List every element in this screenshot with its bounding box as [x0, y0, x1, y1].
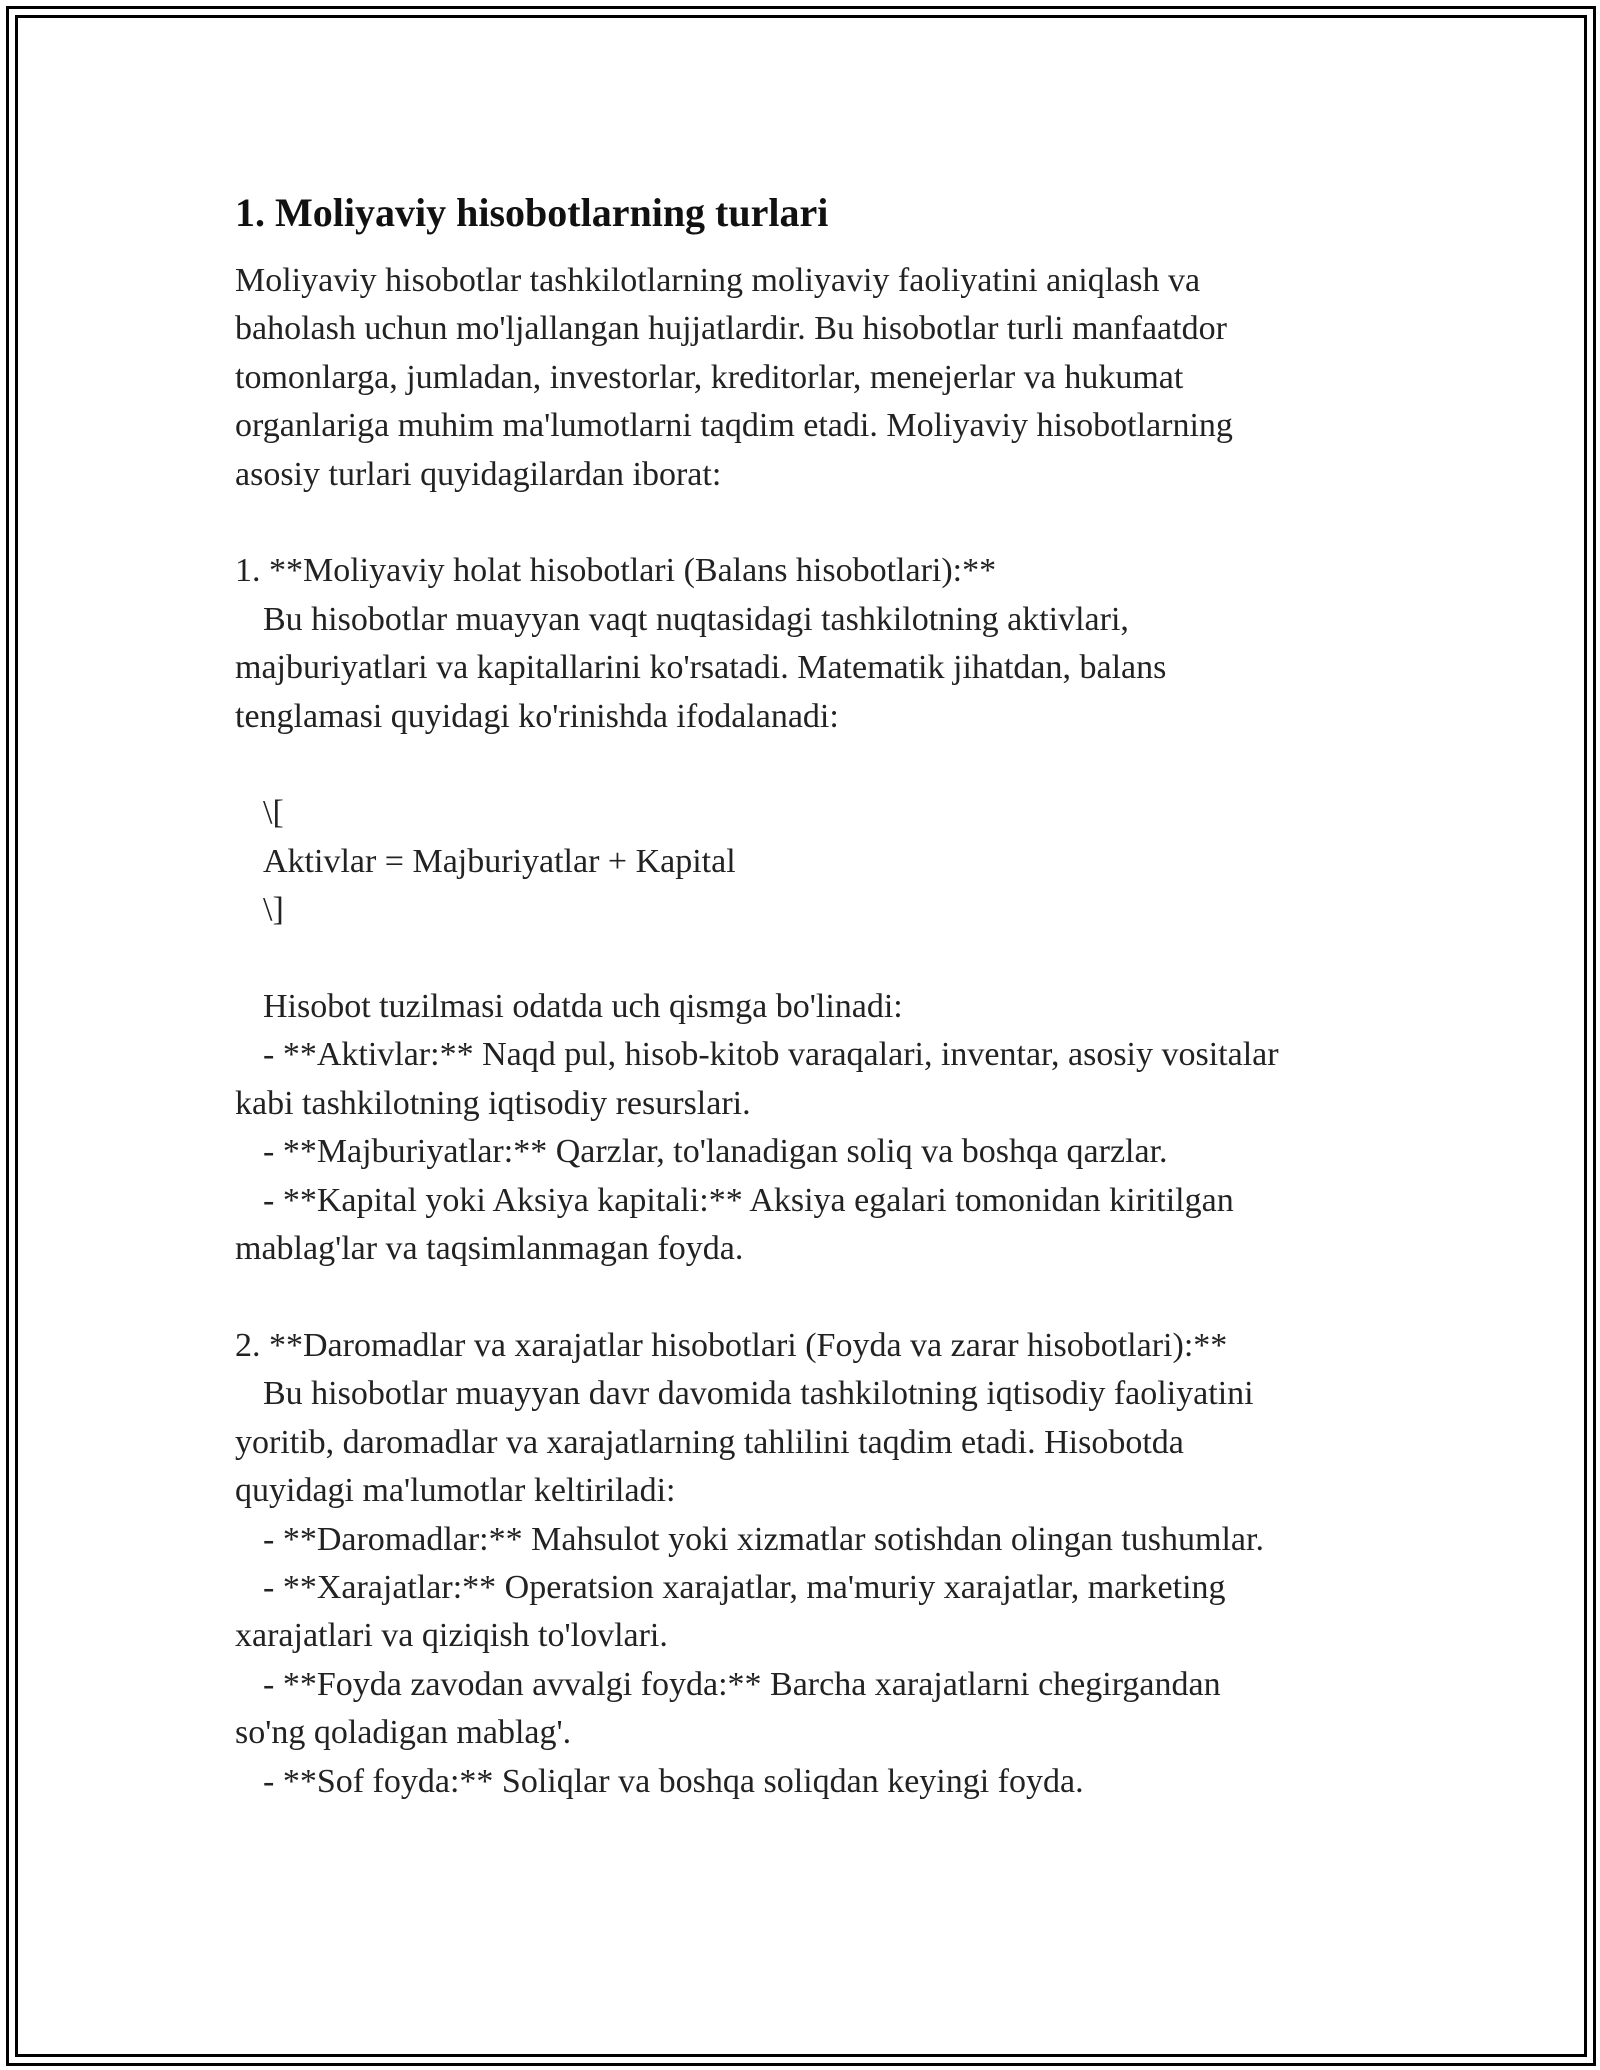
text-line: tomonlarga, jumladan, investorlar, kreditorlar, menejerlar va hukumat: [235, 358, 1184, 396]
text-line: xarajatlari va qiziqish to'lovlari.: [235, 1617, 668, 1655]
text-line: - **Kapital yoki Aksiya kapitali:** Aksiya egalari tomonidan kiritilgan: [263, 1181, 1234, 1219]
paragraph-block: [235, 257, 1405, 1806]
text-line: organlariga muhim ma'lumotlarni taqdim etadi. Moliyaviy hisobotlarning: [235, 407, 1233, 445]
text-line: majburiyatlari va kapitallarini ko'rsatadi. Matematik jihatdan, balans: [235, 649, 1167, 687]
text-line: 2. **Daromadlar va xarajatlar hisobotlari (Foyda va zarar hisobotlari):**: [235, 1326, 1228, 1364]
blank-line: [235, 741, 1405, 789]
blank-line: [235, 499, 1405, 547]
document-body: [235, 185, 1405, 1806]
text-line: \[: [263, 794, 284, 832]
blank-line: [235, 1273, 1405, 1321]
text-line: asosiy turlari quyidagilardan iborat:: [235, 455, 722, 493]
text-line: - **Daromadlar:** Mahsulot yoki xizmatlar sotishdan olingan tushumlar.: [263, 1520, 1264, 1558]
text-line: quyidagi ma'lumotlar keltiriladi:: [235, 1472, 676, 1510]
text-line: baholash uchun mo'ljallangan hujjatlardir. Bu hisobotlar turli manfaatdor: [235, 310, 1227, 348]
text-line: - **Aktivlar:** Naqd pul, hisob-kitob varaqalari, inventar, asosiy vositalar: [263, 1036, 1279, 1074]
text-line: Aktivlar = Majburiyatlar + Kapital: [263, 842, 736, 880]
text-line: Hisobot tuzilmasi odatda uch qismga bo'linadi:: [263, 988, 903, 1026]
text-line: kabi tashkilotning iqtisodiy resurslari.: [235, 1084, 751, 1122]
text-line: 1. **Moliyaviy holat hisobotlari (Balans hisobotlari):**: [235, 552, 997, 590]
text-line: yoritib, daromadlar va xarajatlarning tahlilini taqdim etadi. Hisobotda: [235, 1423, 1184, 1461]
text-line: - **Foyda zavodan avvalgi foyda:** Barcha xarajatlarni chegirgandan: [263, 1665, 1221, 1703]
text-line: mablag'lar va taqsimlanmagan foyda.: [235, 1230, 744, 1268]
text-line: Bu hisobotlar muayyan davr davomida tashkilotning iqtisodiy faoliyatini: [263, 1375, 1254, 1413]
text-line: - **Sof foyda:** Soliqlar va boshqa soliqdan keyingi foyda.: [263, 1762, 1084, 1800]
blank-line: [235, 935, 1405, 983]
text-line: \]: [263, 891, 284, 929]
section-heading: 1. Moliyaviy hisobotlarning turlari: [235, 190, 829, 235]
text-line: - **Xarajatlar:** Operatsion xarajatlar, ma'muriy xarajatlar, marketing: [263, 1568, 1226, 1606]
text-line: tenglamasi quyidagi ko'rinishda ifodalanadi:: [235, 697, 839, 735]
text-line: Bu hisobotlar muayyan vaqt nuqtasidagi tashkilotning aktivlari,: [263, 600, 1129, 638]
text-line: so'ng qoladigan mablag'.: [235, 1714, 572, 1752]
text-line: - **Majburiyatlar:** Qarzlar, to'lanadigan soliq va boshqa qarzlar.: [263, 1133, 1168, 1171]
text-line: Moliyaviy hisobotlar tashkilotlarning moliyaviy faoliyatini aniqlash va: [235, 262, 1201, 299]
